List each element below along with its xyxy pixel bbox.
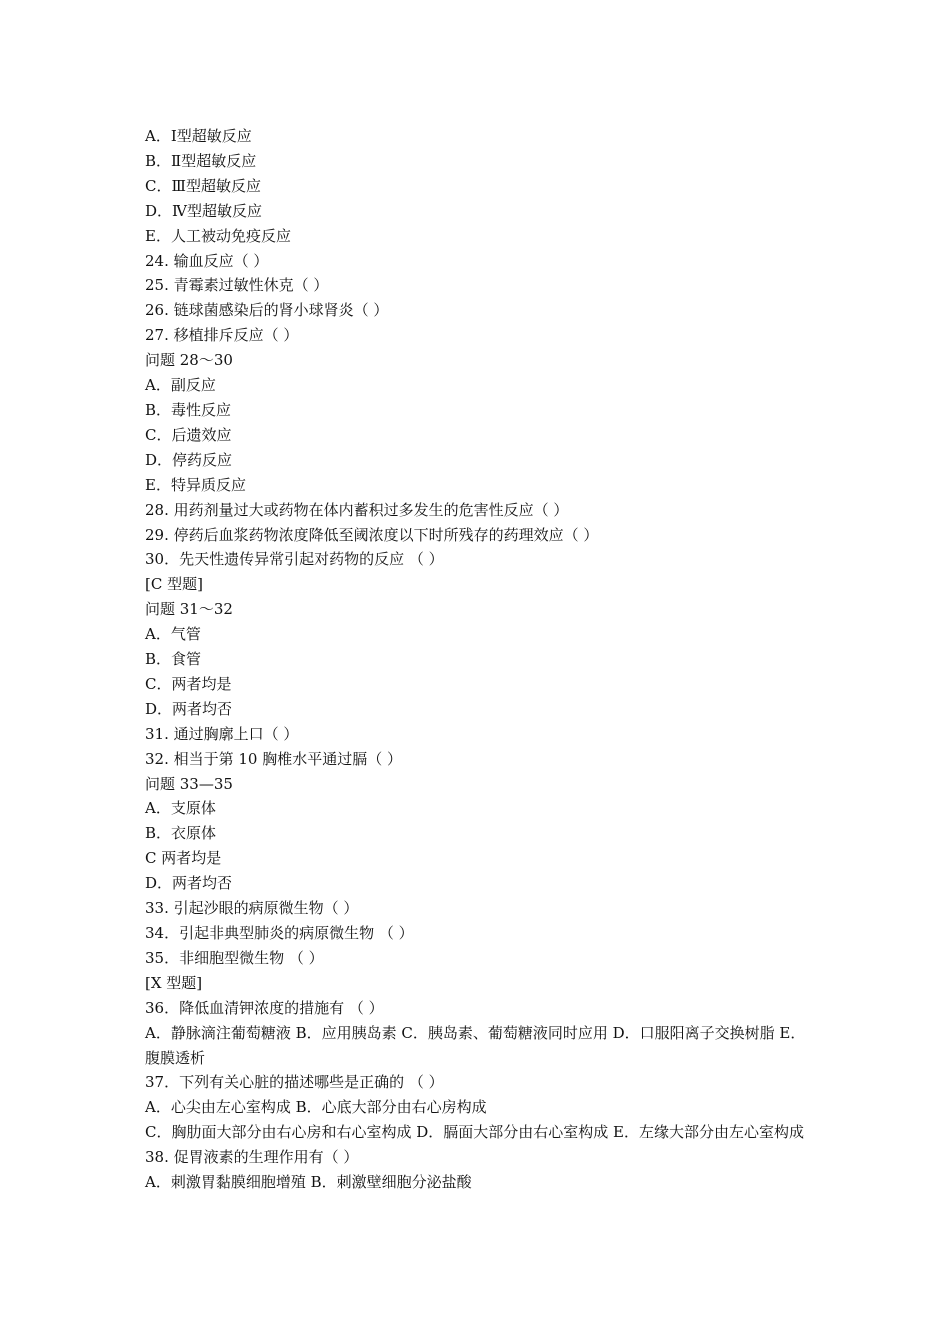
question-line: 27. 移植排斥反应（ ） <box>145 326 299 345</box>
question-group-heading: 问题 33—35 <box>145 774 233 793</box>
question-line: 35．非细胞型微生物 （ ） <box>145 948 324 967</box>
options-paragraph: C．胸肋面大部分由右心房和右心室构成 D．膈面大部分由右心室构成 E．左缘大部分由左心室构成 <box>145 1123 804 1142</box>
option-line: C．后遗效应 <box>145 425 232 444</box>
question-line: 32. 相当于第 10 胸椎水平通过膈（ ） <box>145 749 403 768</box>
option-line: B．食管 <box>145 650 202 669</box>
option-line: B．毒性反应 <box>145 400 232 419</box>
options-paragraph: A．静脉滴注葡萄糖液 B．应用胰岛素 C．胰岛素、葡萄糖液同时应用 D．口服阳离子交换树脂 E．腹膜透析 <box>145 1023 806 1067</box>
option-line: E．人工被动免疫反应 <box>145 226 291 245</box>
question-line: 31. 通过胸廓上口（ ） <box>145 724 299 743</box>
section-heading: [X 型题] <box>145 973 203 992</box>
option-line: C．Ⅲ型超敏反应 <box>145 176 261 195</box>
option-line: A．Ⅰ型超敏反应 <box>145 127 252 145</box>
question-line: 25. 青霉素过敏性休克（ ） <box>145 276 329 295</box>
option-line: A．心尖由左心室构成 B．心底大部分由右心房构成 <box>145 1098 487 1117</box>
question-line: 30．先天性遗传异常引起对药物的反应 （ ） <box>145 550 444 569</box>
option-line: E．特异质反应 <box>145 475 246 494</box>
question-group-heading: 问题 31～32 <box>145 600 233 619</box>
option-line: D．两者均否 <box>145 874 233 893</box>
question-line: 34．引起非典型肺炎的病原微生物 （ ） <box>145 924 414 942</box>
option-line: C 两者均是 <box>145 849 222 868</box>
question-line: 38. 促胃液素的生理作用有（ ） <box>145 1148 359 1167</box>
option-line: D．Ⅳ型超敏反应 <box>145 201 263 220</box>
question-line: 36．降低血清钾浓度的措施有 （ ） <box>145 998 384 1017</box>
option-line: D．停药反应 <box>145 450 233 469</box>
document-body <box>145 124 813 1195</box>
option-line: A．刺激胃黏膜细胞增殖 B．刺激壁细胞分泌盐酸 <box>145 1173 472 1192</box>
question-line: 29. 停药后血浆药物浓度降低至阈浓度以下时所残存的药理效应（ ） <box>145 525 599 544</box>
question-line: 28. 用药剂量过大或药物在体内蓄积过多发生的危害性反应（ ） <box>145 500 569 519</box>
section-heading: [C 型题] <box>145 575 203 594</box>
question-line: 26. 链球菌感染后的肾小球肾炎（ ） <box>145 301 389 320</box>
option-line: A．气管 <box>145 625 201 644</box>
option-line: D．两者均否 <box>145 699 233 718</box>
option-line: B．Ⅱ型超敏反应 <box>145 151 257 170</box>
question-line: 24. 输血反应（ ） <box>145 251 269 270</box>
question-group-heading: 问题 28～30 <box>145 351 233 370</box>
question-line: 37．下列有关心脏的描述哪些是正确的 （ ） <box>145 1073 444 1092</box>
option-line: C．两者均是 <box>145 674 232 693</box>
option-line: B．衣原体 <box>145 824 217 843</box>
option-line: A．支原体 <box>145 799 216 818</box>
option-line: A．副反应 <box>145 376 216 395</box>
question-line: 33. 引起沙眼的病原微生物（ ） <box>145 899 359 918</box>
